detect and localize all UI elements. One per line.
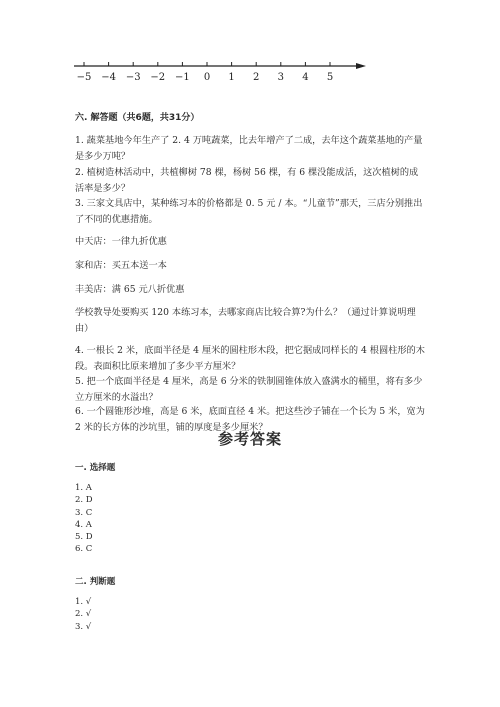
answer-item: 1. √ — [75, 597, 92, 607]
number-line-label: 5 — [326, 72, 334, 83]
store-option-1: 中天店：一律九折优惠 — [75, 236, 167, 247]
answer-item: 4. A — [75, 519, 92, 530]
store-option-2: 家和店：买五本送一本 — [75, 260, 167, 271]
choice-section-title: 一. 选择题 — [75, 463, 116, 473]
question-3: 3. 三家文具店中，某种练习本的价格都是 0. 5 元 / 本。“儿童节”那天，三店分别推出了不同的优惠措施。 — [75, 198, 423, 225]
number-line-label: −1 — [175, 72, 190, 83]
judge-answers — [75, 596, 91, 633]
question-3-ask: 学校教导处要购买 120 本练习本，去哪家商店比较合算?为什么？（通过计算说明理由） — [75, 307, 416, 334]
store-option-3: 丰美店：满 65 元八折优惠 — [75, 284, 185, 295]
question-6: 6. 一个圆锥形沙堆，高是 6 米，底面直径 4 米。把这些沙子铺在一个长为 5 米，宽为 2 米的长方体的沙坑里，铺的厚度是多少厘米？ — [75, 406, 425, 433]
number-line-label: 1 — [228, 72, 235, 83]
number-line-label: 0 — [203, 72, 211, 83]
answer-item: 2. √ — [75, 609, 92, 620]
question-1: 1. 蔬菜基地今年生产了 2. 4 万吨蔬菜，比去年增产了二成，去年这个蔬菜基地的产量是多少万吨？ — [75, 135, 423, 162]
answer-item: 6. C — [75, 544, 93, 555]
number-line-label: 4 — [302, 72, 309, 83]
answer-item: 1. A — [75, 483, 92, 493]
question-2: 2. 植树造林活动中，共植柳树 78 棵，杨树 56 棵，有 6 棵没能成活，这次植树的成活率是多少？ — [75, 167, 419, 194]
question-5: 5. 把一个底面半径是 4 厘米，高是 6 分米的铁制圆锥体放入盛满水的桶里，将有多少立方厘米的水溢出？ — [75, 376, 423, 403]
answer-item: 3. √ — [75, 621, 92, 632]
number-line-label: 3 — [277, 72, 284, 83]
number-line-label: 2 — [253, 72, 260, 83]
answer-item: 5. D — [75, 532, 93, 543]
section-6-title: 六. 解答题（共6题，共31分） — [75, 113, 200, 123]
answer-item: 3. C — [75, 507, 93, 518]
number-line-label: −4 — [101, 72, 116, 83]
choice-answers — [75, 482, 93, 556]
answer-key-title: 参考答案 — [217, 430, 282, 448]
number-line-label: −5 — [76, 72, 92, 83]
number-line — [70, 58, 370, 86]
answer-item: 2. D — [75, 495, 93, 506]
number-line-arrow — [356, 63, 366, 69]
number-line-label: −3 — [125, 72, 141, 83]
number-line-label: −2 — [150, 72, 166, 83]
judge-section-title: 二. 判断题 — [75, 577, 116, 587]
question-4: 4. 一根长 2 米，底面半径是 4 厘米的圆柱形木段，把它据成同样长的 4 根圆柱形的木段。表面积比原来增加了多少平方厘米？ — [75, 345, 425, 372]
